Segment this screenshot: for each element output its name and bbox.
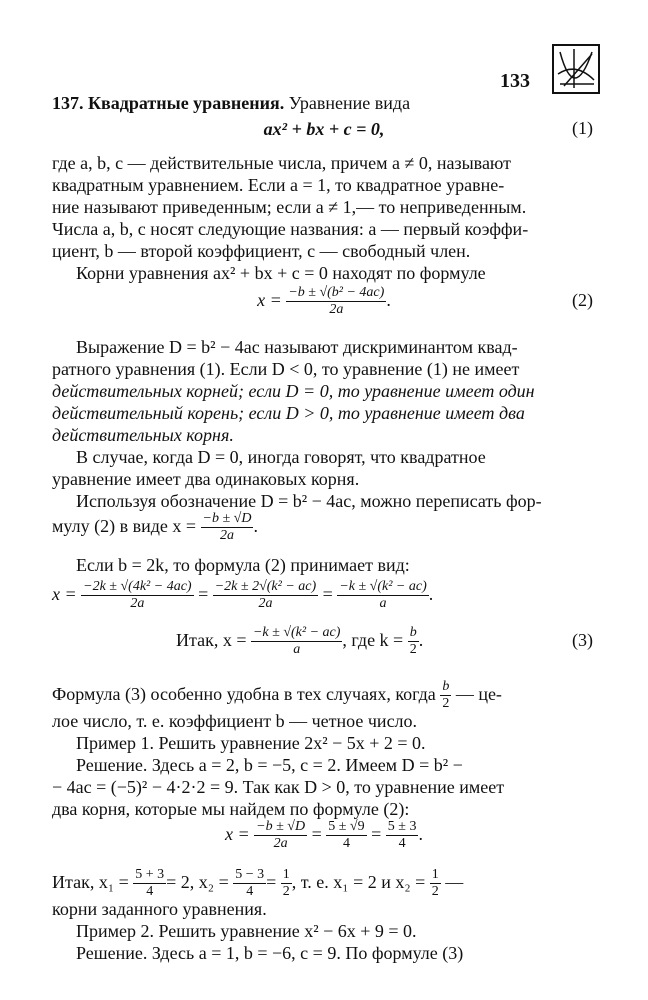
equation-3: x = $\frac{\text{−2k ± √(4k² − 4ac)}}{2a}$ = $\frac{\text{−2k ± 2√(k² − ac)}}{2a}$ = $\frac{\text{−k ± √(k² − ac)}}{a}$ . bbox=[52, 579, 434, 612]
text-line: циент, b — второй коэффициент, c — свободный член. bbox=[52, 241, 471, 261]
text-line-with-fraction bbox=[52, 674, 598, 714]
text-line: действительных корней; если D = 0, то уравнение имеет один bbox=[52, 381, 535, 401]
text-line: Пример 2. Решить уравнение x² − 6x + 9 = 0. bbox=[76, 921, 417, 941]
graph-emblem-icon bbox=[552, 44, 600, 94]
fraction-numerator: −2k ± 2√(k² − ac) bbox=[214, 579, 317, 595]
fraction-denominator: 2 bbox=[282, 884, 290, 900]
text-line: лое число, т. е. коэффициент b — четное число. bbox=[52, 711, 418, 731]
text-line: В случае, когда D = 0, иногда говорят, что квадратное bbox=[76, 447, 486, 467]
text-line: Решение. Здесь a = 2, b = −5, c = 2. Имеем D = b² − bbox=[76, 755, 463, 775]
fraction-denominator: a bbox=[379, 596, 387, 612]
text-line: Решение. Здесь a = 1, b = −6, c = 9. По формуле (3) bbox=[76, 943, 464, 963]
equation-number: (1) bbox=[572, 118, 593, 138]
fraction-numerator: 1 bbox=[282, 867, 290, 883]
fraction-numerator: 1 bbox=[431, 867, 439, 883]
text-line: Пример 1. Решить уравнение 2x² − 5x + 2 = 0. bbox=[76, 733, 426, 753]
equation-number: (3) bbox=[572, 630, 593, 650]
section-title: 137. Квадратные уравнения. bbox=[52, 93, 285, 113]
page-number: 133 bbox=[500, 70, 530, 92]
text-line: Числа a, b, c носят следующие названия: a — первый коэффи- bbox=[52, 219, 529, 239]
text-line: действительных корня. bbox=[52, 425, 234, 445]
fraction-denominator: 4 bbox=[342, 836, 350, 852]
equation-number: (2) bbox=[572, 290, 593, 310]
fraction-denominator: 4 bbox=[146, 884, 154, 900]
text-line: ние называют приведенным; если a ≠ 1,— то неприведенным. bbox=[52, 197, 527, 217]
text-fragment: , т. е. x₁ = 2 и x₂ = bbox=[291, 872, 426, 892]
fraction-numerator: −b ± √(b² − 4ac) bbox=[288, 285, 385, 301]
text-line: два корня, которые мы найдем по формуле (2): bbox=[52, 799, 410, 819]
fraction-denominator: 2a bbox=[329, 302, 344, 318]
text-fragment: Итак, x₁ = bbox=[52, 872, 129, 892]
text-fragment: мулу (2) в виде x = bbox=[52, 516, 196, 536]
text-fragment: Итак, x = bbox=[176, 630, 247, 650]
text-line: действительный корень; если D > 0, то уравнение имеет два bbox=[52, 403, 525, 423]
text-fragment: Формула (3) особенно удобна в тех случаях, когда bbox=[52, 684, 436, 704]
fraction-numerator: −b ± √D bbox=[256, 819, 306, 835]
fraction-numerator: −b ± √D bbox=[202, 511, 252, 527]
fraction-denominator: 2 bbox=[442, 696, 450, 712]
text-line: Если b = 2k, то формула (2) принимает вид: bbox=[76, 555, 410, 575]
text-line: квадратным уравнением. Если a = 1, то квадратное уравне- bbox=[52, 175, 505, 195]
fraction-numerator: −k ± √(k² − ac) bbox=[252, 625, 341, 641]
fraction-numerator: 5 ± √9 bbox=[328, 819, 365, 835]
fraction-denominator: 2 bbox=[409, 642, 417, 658]
text-line: уравнение имеет два одинаковых корня. bbox=[52, 469, 360, 489]
text-line: − 4ac = (−5)² − 4·2·2 = 9. Так как D > 0, то уравнение имеет bbox=[52, 777, 505, 797]
equation-4: Итак, x = $\frac{\text{−k ± √(k² − ac)}}{a}$ , где k = $\frac{b}{2}$ . bbox=[176, 625, 424, 658]
text-line: Корни уравнения ax² + bx + c = 0 находят по формуле bbox=[76, 263, 486, 283]
text-line-with-fraction: мулу (2) в виде x = $\frac{-b \pm √D}{2a}$ . bbox=[52, 511, 258, 544]
fraction-denominator: 4 bbox=[246, 884, 254, 900]
equation-1: ax² + bx + c = 0, bbox=[263, 119, 385, 139]
eq-lhs: x = bbox=[257, 290, 282, 310]
equation-2: x = $\frac{\text{−b ± √(b² − 4ac)}}{2a}$ . bbox=[257, 285, 391, 318]
fraction-numerator: −2k ± √(4k² − 4ac) bbox=[83, 579, 192, 595]
fraction-numerator: 5 + 3 bbox=[135, 867, 165, 883]
text-fragment: — це- bbox=[455, 684, 502, 704]
fraction-numerator: 5 ± 3 bbox=[387, 819, 417, 835]
fraction-numerator: 5 − 3 bbox=[235, 867, 265, 883]
fraction-denominator: a bbox=[293, 642, 301, 658]
text-line: ратного уравнения (1). Если D < 0, то уравнение (1) не имеет bbox=[52, 359, 520, 379]
section-heading-line bbox=[52, 92, 598, 114]
text-fragment: , где k = bbox=[342, 630, 404, 650]
fraction-denominator: 4 bbox=[398, 836, 406, 852]
text-fragment: — bbox=[445, 872, 464, 892]
equation-5: x = $\frac{-b \pm √D}{2a}$ = $\frac{5 \pm √9}{4}$ = $\frac{5 \pm 3}{4}$ . bbox=[225, 819, 423, 852]
fraction-denominator: 2a bbox=[273, 836, 288, 852]
fraction-denominator: 2a bbox=[258, 596, 273, 612]
fraction-denominator: 2a bbox=[219, 528, 234, 544]
text-fragment: = bbox=[266, 872, 277, 892]
roots-line bbox=[52, 862, 598, 902]
text-line: где a, b, c — действительные числа, причем a ≠ 0, называют bbox=[52, 153, 512, 173]
text-line: Используя обозначение D = b² − 4ac, можно переписать фор- bbox=[76, 491, 542, 511]
text-line: корни заданного уравнения. bbox=[52, 899, 267, 919]
fraction-numerator: −k ± √(k² − ac) bbox=[339, 579, 427, 595]
text-line: Уравнение вида bbox=[288, 93, 411, 113]
fraction-denominator: 2a bbox=[130, 596, 145, 612]
text-fragment: = 2, x₂ = bbox=[166, 872, 229, 892]
fraction-numerator: b bbox=[409, 625, 417, 641]
text-line: Выражение D = b² − 4ac называют дискриминантом квад- bbox=[76, 337, 518, 357]
fraction-denominator: 2 bbox=[431, 884, 439, 900]
fraction-numerator: b bbox=[442, 679, 450, 695]
